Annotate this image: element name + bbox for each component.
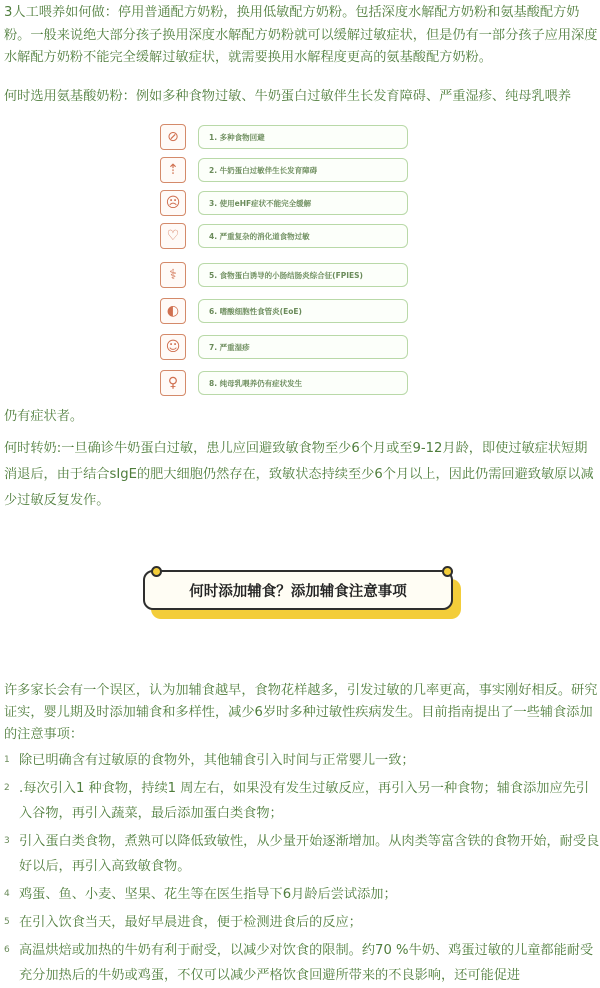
infographic-item (160, 296, 408, 326)
banner-dot-right (442, 566, 453, 577)
banner-dot-left (151, 566, 162, 577)
list-item-text: 高温烘焙或加热的牛奶有利于耐受，以减少对饮食的限制。约70 %牛奶、鸡蛋过敏的儿童都能耐受充分加热后的牛奶或鸡蛋，不仅可以减少严格饮食回避所带来的不良影响，还可能促进 (19, 943, 594, 983)
list-item-number: 2 (4, 783, 10, 793)
infographic-item-label: 5. 食物蛋白诱导的小肠结肠炎综合征(FPIES) (198, 263, 408, 287)
list-item-number: 4 (4, 889, 10, 899)
list-item-text: 引入蛋白类食物，煮熟可以降低致敏性，从少量开始逐渐增加。从肉类等富含铁的食物开始，耐受良好以后，再引入高致敏食物。 (19, 834, 600, 874)
infographic-item-label: 6. 嗜酸细胞性食管炎(EoE) (198, 299, 408, 323)
paragraph-introduction: 许多家长会有一个误区，认为加辅食越早，食物花样越多，引发过敏的几率更高，事实刚好相反。研究证实，婴儿期及时添加辅食和多样性，减少6岁时多种过敏性疾病发生。目前指南提出了一些辅食添加的注意事项： (4, 683, 598, 742)
list-item-text: 鸡蛋、鱼、小麦、坚果、花生等在医生指导下6月龄后尝试添加； (19, 887, 397, 902)
list-item (4, 829, 600, 879)
infographic-item (160, 122, 408, 152)
list-item (4, 748, 600, 773)
paragraph-symptoms-continued: 仍有症状者。 (4, 409, 84, 424)
paragraph-formula-feeding: 3人工喂养如何做：停用普通配方奶粉，换用低敏配方奶粉。包括深度水解配方奶粉和氨基酸配方奶粉。一般来说绝大部分孩子换用深度水解配方奶粉就可以缓解过敏症状，但是仍有一部分孩子应用深度水解配方奶粉不能完全缓解过敏症状，就需要换用水解程度更高的氨基酸配方奶粉。 (4, 5, 598, 65)
infographic-item-label: 2. 牛奶蛋白过敏伴生长发育障碍 (198, 158, 408, 182)
infographic-item-label: 4. 严重复杂的消化道食物过敏 (198, 224, 408, 248)
infographic-item (160, 188, 408, 218)
baby-face-icon: ☹ (160, 190, 186, 216)
section-banner (143, 570, 459, 616)
paragraph-amino-acid-formula: 何时选用氨基酸奶粉：例如多种食物过敏、牛奶蛋白过敏伴生长发育障碍、严重湿疹、纯母乳喂养 (4, 89, 572, 104)
list-item-number: 1 (4, 755, 10, 765)
tips-list (4, 748, 600, 988)
infographic-item-label: 8. 纯母乳喂养仍有症状发生 (198, 371, 408, 395)
infographic-item-label: 3. 使用eHF症状不能完全缓解 (198, 191, 408, 215)
list-item-number: 3 (4, 836, 10, 846)
infographic-item (160, 260, 408, 290)
infographic-item (160, 368, 408, 398)
infographic-item (160, 155, 408, 185)
infographic-item (160, 332, 408, 362)
rash-face-icon: ☺ (160, 334, 186, 360)
list-item-number: 5 (4, 917, 10, 927)
infographic-item (160, 221, 408, 251)
growth-chart-icon: ⇡ (160, 157, 186, 183)
list-item (4, 938, 600, 988)
list-item (4, 776, 600, 826)
stethoscope-icon: ⚕ (160, 262, 186, 288)
list-item-text: 在引入饮食当天，最好早晨进食，便于检测进食后的反应； (19, 915, 362, 930)
infographic-item-label: 7. 严重湿疹 (198, 335, 408, 359)
list-item-text: 除已明确含有过敏原的食物外，其他辅食引入时间与正常婴儿一致； (19, 753, 415, 768)
list-item-text: .每次引入1 种食物，持续1 周左右，如果没有发生过敏反应，再引入另一种食物；辅食添加应先引入谷物，再引入蔬菜，最后添加蛋白类食物； (19, 781, 590, 821)
heart-pulse-icon: ♡ (160, 223, 186, 249)
breastfeeding-icon: ♀ (160, 370, 186, 396)
infographic-item-label: 1. 多种食物回避 (198, 125, 408, 149)
list-item (4, 882, 600, 907)
indication-infographic (160, 118, 408, 400)
paragraph-when-to-switch: 何时转奶:一旦确诊牛奶蛋白过敏，患儿应回避致敏食物至少6个月或至9-12月龄，即使过敏症状短期消退后，由于结合sIgE的肥大细胞仍然存在，致敏状态持续至少6个月以上，因此仍需回避致敏原以减少过敏反复发作。 (4, 441, 594, 508)
section-title: 何时添加辅食？添加辅食注意事项 (143, 570, 453, 610)
list-item (4, 910, 600, 935)
no-food-icon: ⊘ (160, 124, 186, 150)
list-item-number: 6 (4, 945, 10, 955)
stomach-icon: ◐ (160, 298, 186, 324)
